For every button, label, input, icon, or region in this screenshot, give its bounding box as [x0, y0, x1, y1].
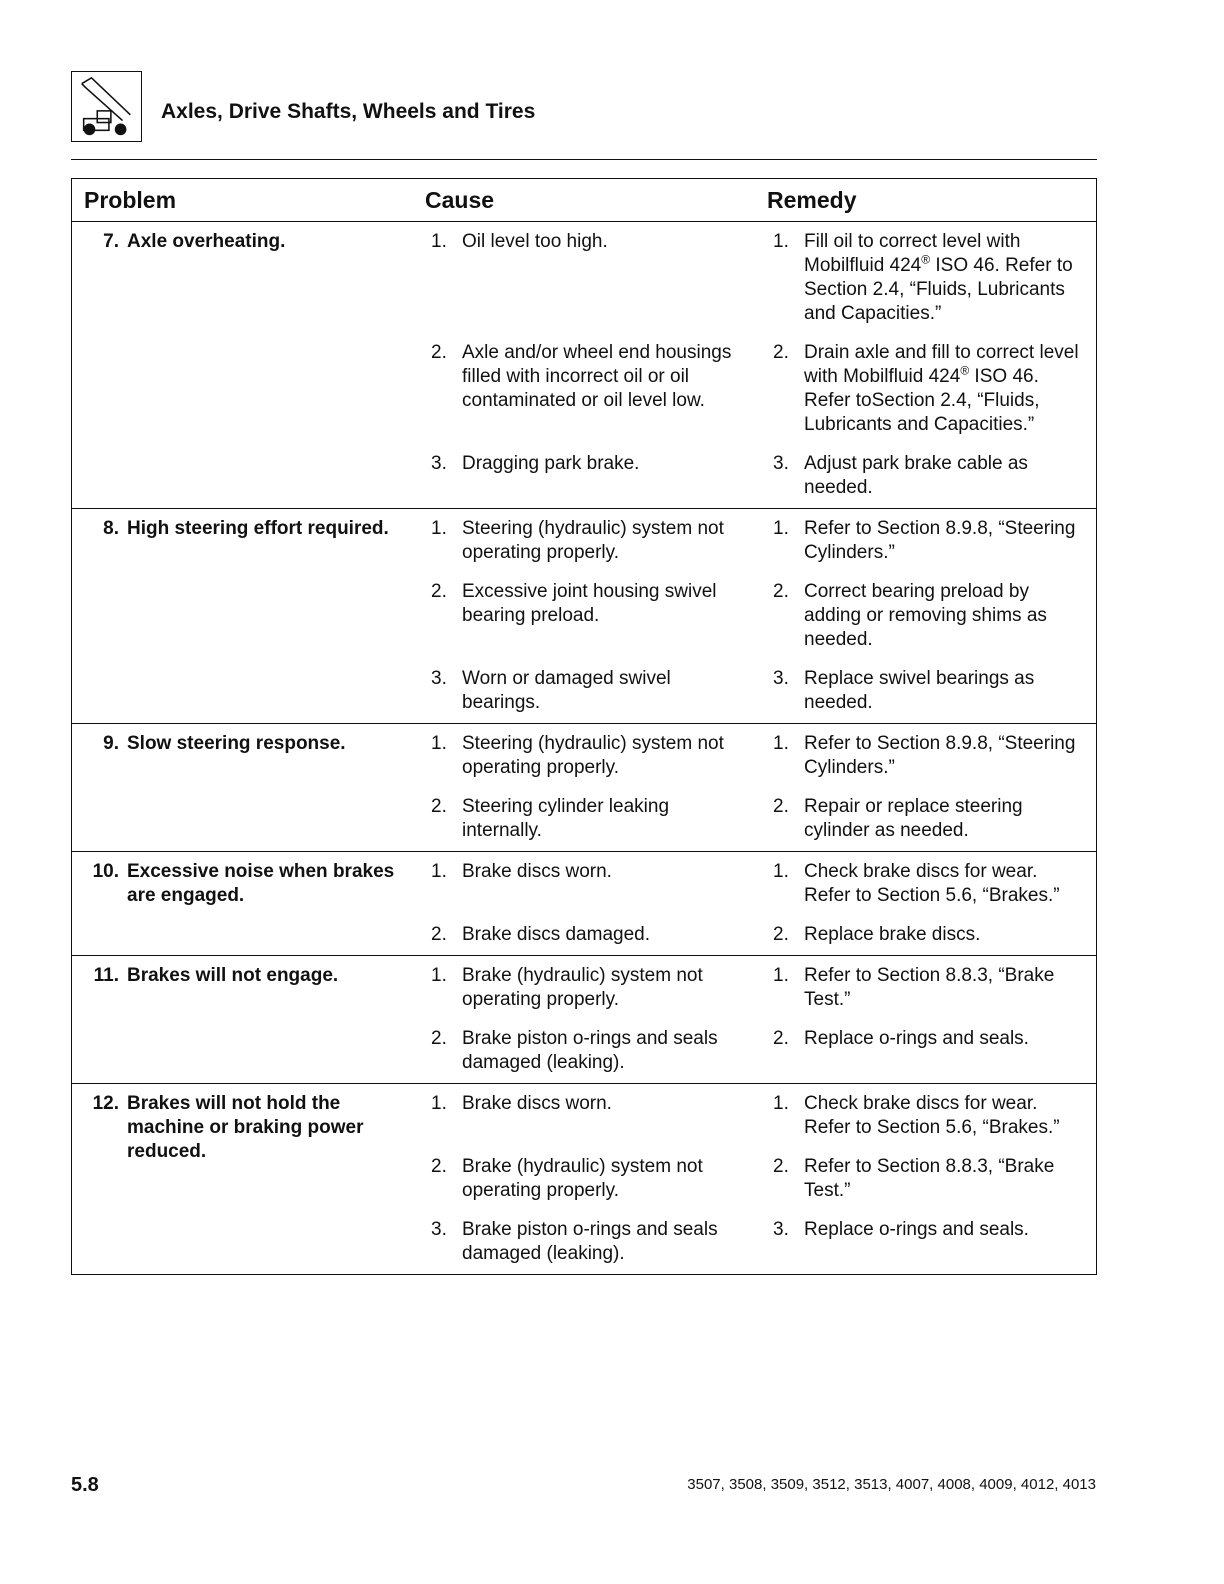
- telehandler-icon: [71, 71, 142, 142]
- remedy-number: 1.: [773, 861, 789, 882]
- cause-text: Axle and/or wheel end housings filled with incorrect oil or oil contaminated or oil level low.: [462, 342, 732, 411]
- remedy-number: 1.: [773, 231, 789, 252]
- cause-remedy-pair: [413, 667, 1095, 715]
- remedy-cell: [755, 230, 1095, 326]
- remedy-number: 3.: [773, 453, 789, 474]
- cause-remedy-pair: [413, 964, 1095, 1012]
- cause-number: 1.: [431, 231, 447, 252]
- problem-cell: [72, 517, 413, 715]
- table-body: [72, 222, 1096, 1274]
- cause-number: 1.: [431, 733, 447, 754]
- remedy-number: 2.: [773, 581, 789, 602]
- problem-number: 7.: [103, 231, 119, 252]
- remedy-number: 2.: [773, 924, 789, 945]
- cause-remedy-pair: [413, 517, 1095, 565]
- header-problem: Problem: [84, 186, 177, 213]
- cause-text: Brake (hydraulic) system not operating properly.: [462, 965, 703, 1010]
- remedy-number: 1.: [773, 733, 789, 754]
- problem-number: 11.: [93, 965, 119, 986]
- cause-remedy-pair: [413, 580, 1095, 652]
- cause-number: 3.: [431, 453, 447, 474]
- cause-cell: [413, 923, 755, 947]
- problem: [83, 1092, 405, 1164]
- remedy-text: Replace swivel bearings as needed.: [804, 668, 1035, 713]
- problem-cell: [72, 1092, 413, 1266]
- cause-number: 2.: [431, 924, 447, 945]
- cause-number: 1.: [431, 518, 447, 539]
- remedy-text: Check brake discs for wear. Refer to Section 5.6, “Brakes.”: [804, 1093, 1060, 1138]
- remedy-text: Fill oil to correct level with Mobilfluid 424® ISO 46. Refer to Section 2.4, “Fluids, Lubricants and Capacities.”: [804, 231, 1073, 324]
- problem-text: Axle overheating.: [127, 231, 286, 252]
- remedy-cell: [755, 923, 1095, 947]
- registered-mark: ®: [921, 252, 931, 267]
- remedy-text: Correct bearing preload by adding or removing shims as needed.: [804, 581, 1047, 650]
- problem-cell: [72, 860, 413, 947]
- cause-text: Brake discs worn.: [462, 1093, 612, 1114]
- table-row: [72, 852, 1096, 956]
- problem: [83, 230, 405, 254]
- table-row: [72, 956, 1096, 1084]
- remedy-number: 1.: [773, 1093, 789, 1114]
- table-row: [72, 509, 1096, 724]
- table-row: [72, 724, 1096, 852]
- remedy-text: Replace o-rings and seals.: [804, 1219, 1029, 1240]
- table-row: [72, 1084, 1096, 1274]
- remedy-cell: [755, 452, 1095, 500]
- remedy-cell: [755, 341, 1095, 437]
- cause-remedy-pair: [413, 452, 1095, 500]
- cause-cell: [413, 517, 755, 565]
- remedy-number: 2.: [773, 796, 789, 817]
- cause-remedy-list: [413, 860, 1095, 947]
- remedy-text: Refer to Section 8.9.8, “Steering Cylinders.”: [804, 733, 1076, 778]
- cause-text: Brake discs damaged.: [462, 924, 650, 945]
- remedy-cell: [755, 580, 1095, 652]
- remedy-number: 1.: [773, 518, 789, 539]
- cause-cell: [413, 580, 755, 652]
- cause-cell: [413, 732, 755, 780]
- cause-cell: [413, 341, 755, 437]
- cause-text: Brake piston o-rings and seals damaged (leaking).: [462, 1219, 718, 1264]
- cause-cell: [413, 1155, 755, 1203]
- problem-number: 12.: [92, 1093, 119, 1114]
- cause-text: Brake discs worn.: [462, 861, 612, 882]
- remedy-text: Refer to Section 8.8.3, “Brake Test.”: [804, 965, 1055, 1010]
- cause-remedy-pair: [413, 1218, 1095, 1266]
- cause-number: 3.: [431, 668, 447, 689]
- cause-cell: [413, 452, 755, 500]
- cause-cell: [413, 795, 755, 843]
- cause-text: Brake (hydraulic) system not operating properly.: [462, 1156, 703, 1201]
- remedy-text: Check brake discs for wear. Refer to Section 5.6, “Brakes.”: [804, 861, 1060, 906]
- problem-cell: [72, 732, 413, 843]
- remedy-cell: [755, 1218, 1095, 1266]
- remedy-cell: [755, 795, 1095, 843]
- remedy-cell: [755, 964, 1095, 1012]
- cause-text: Excessive joint housing swivel bearing preload.: [462, 581, 717, 626]
- cause-text: Oil level too high.: [462, 231, 608, 252]
- cause-number: 2.: [431, 1028, 447, 1049]
- remedy-number: 2.: [773, 1028, 789, 1049]
- cause-remedy-pair: [413, 795, 1095, 843]
- header-cause: Cause: [425, 186, 495, 213]
- cause-cell: [413, 964, 755, 1012]
- cause-remedy-list: [413, 964, 1095, 1075]
- remedy-cell: [755, 860, 1095, 908]
- remedy-text: Replace o-rings and seals.: [804, 1028, 1029, 1049]
- remedy-cell: [755, 1027, 1095, 1075]
- problem-number: 8.: [103, 518, 119, 539]
- cause-cell: [413, 1027, 755, 1075]
- cause-number: 1.: [431, 965, 447, 986]
- cause-number: 3.: [431, 1219, 447, 1240]
- problem-cell: [72, 230, 413, 500]
- remedy-cell: [755, 1155, 1095, 1203]
- remedy-cell: [755, 667, 1095, 715]
- remedy-text: Replace brake discs.: [804, 924, 981, 945]
- problem-text: High steering effort required.: [127, 518, 389, 539]
- cause-text: Brake piston o-rings and seals damaged (leaking).: [462, 1028, 718, 1073]
- problem: [83, 860, 405, 908]
- remedy-number: 1.: [773, 965, 789, 986]
- remedy-text: Repair or replace steering cylinder as needed.: [804, 796, 1023, 841]
- cause-remedy-pair: [413, 1092, 1095, 1140]
- cause-number: 2.: [431, 581, 447, 602]
- remedy-number: 2.: [773, 342, 789, 363]
- cause-remedy-list: [413, 517, 1095, 715]
- remedy-cell: [755, 732, 1095, 780]
- cause-number: 1.: [431, 861, 447, 882]
- problem-text: Slow steering response.: [127, 733, 346, 754]
- cause-text: Steering (hydraulic) system not operating properly.: [462, 733, 724, 778]
- cause-remedy-pair: [413, 230, 1095, 326]
- cause-remedy-list: [413, 1092, 1095, 1266]
- problem-text: Brakes will not engage.: [127, 965, 339, 986]
- cause-number: 2.: [431, 342, 447, 363]
- cause-text: Steering cylinder leaking internally.: [462, 796, 670, 841]
- header-divider: [71, 159, 1097, 160]
- cause-remedy-pair: [413, 732, 1095, 780]
- problem: [83, 517, 405, 541]
- cause-text: Steering (hydraulic) system not operating properly.: [462, 518, 724, 563]
- cause-remedy-pair: [413, 341, 1095, 437]
- header-remedy: Remedy: [767, 186, 857, 213]
- remedy-text: Adjust park brake cable as needed.: [804, 453, 1028, 498]
- troubleshooting-table: [71, 178, 1097, 1275]
- cause-remedy-pair: [413, 923, 1095, 947]
- problem-cell: [72, 964, 413, 1075]
- registered-mark: ®: [960, 363, 970, 378]
- cause-number: 1.: [431, 1093, 447, 1114]
- remedy-text: Drain axle and fill to correct level with Mobilfluid 424® ISO 46. Refer toSection 2.4, “Fluids, Lubricants and Capacities.”: [804, 342, 1079, 435]
- remedy-number: 2.: [773, 1156, 789, 1177]
- cause-remedy-pair: [413, 860, 1095, 908]
- remedy-number: 3.: [773, 1219, 789, 1240]
- page-number: 5.8: [71, 1474, 99, 1496]
- cause-remedy-pair: [413, 1155, 1095, 1203]
- cause-cell: [413, 860, 755, 908]
- problem-text: Excessive noise when brakes are engaged.: [127, 861, 395, 906]
- remedy-text: Refer to Section 8.8.3, “Brake Test.”: [804, 1156, 1055, 1201]
- cause-number: 2.: [431, 1156, 447, 1177]
- cause-text: Dragging park brake.: [462, 453, 640, 474]
- problem: [83, 964, 405, 988]
- remedy-cell: [755, 1092, 1095, 1140]
- cause-text: Worn or damaged swivel bearings.: [462, 668, 671, 713]
- table-header-row: [72, 179, 1096, 222]
- cause-remedy-pair: [413, 1027, 1095, 1075]
- cause-cell: [413, 1218, 755, 1266]
- cause-cell: [413, 230, 755, 326]
- problem: [83, 732, 405, 756]
- model-list: 3507, 3508, 3509, 3512, 3513, 4007, 4008, 4009, 4012, 4013: [687, 1476, 1096, 1493]
- remedy-text: Refer to Section 8.9.8, “Steering Cylinders.”: [804, 518, 1076, 563]
- problem-number: 9.: [103, 733, 119, 754]
- cause-remedy-list: [413, 732, 1095, 843]
- table-row: [72, 222, 1096, 509]
- cause-number: 2.: [431, 796, 447, 817]
- page-title: Axles, Drive Shafts, Wheels and Tires: [161, 100, 536, 123]
- cause-remedy-list: [413, 230, 1095, 500]
- problem-text: Brakes will not hold the machine or braking power reduced.: [127, 1093, 364, 1162]
- cause-cell: [413, 667, 755, 715]
- problem-number: 10.: [92, 861, 119, 882]
- remedy-number: 3.: [773, 668, 789, 689]
- cause-cell: [413, 1092, 755, 1140]
- remedy-cell: [755, 517, 1095, 565]
